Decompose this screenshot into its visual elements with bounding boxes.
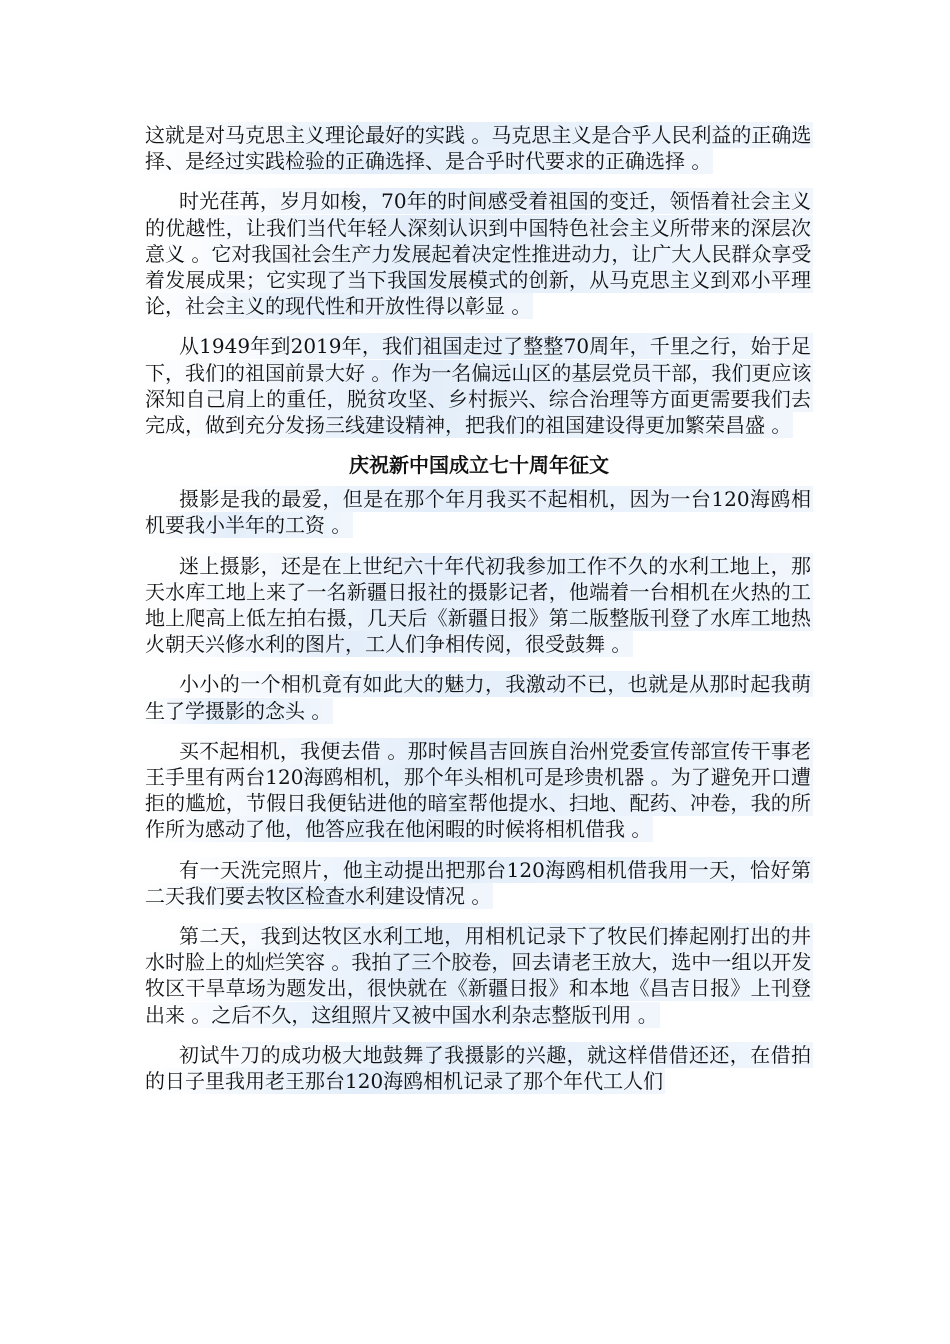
paragraph-7	[145, 738, 813, 843]
paragraph-10	[145, 1042, 813, 1094]
essay-title: 庆祝新中国成立七十周年征文	[349, 453, 609, 478]
paragraph-3	[145, 333, 813, 438]
paragraph-1	[145, 122, 813, 174]
document-page	[145, 122, 813, 1108]
paragraph-text: 时光荏苒，岁月如梭，70年的时间感受着祖国的变迁，领悟着社会主义的优越性，让我们当代年轻人深刻认识到中国特色社会主义所带来的深层次意义 。它对我国社会生产力发展起着决定性推进动力，让广大人民群众享受着发展成果；它实现了当下我国发展模式的创新，从马克思主义到邓小平理论，社会主义的现代性和开放性得以彰显 。	[145, 189, 812, 319]
paragraph-text: 第二天，我到达牧区水利工地，用相机记录下了牧民们捧起刚打出的井水时脸上的灿烂笑容 。我拍了三个胶卷，回去请老王放大，选中一组以开发牧区干旱草场为题发出，很快就在《新疆日报》和本地《昌吉日报》上刊登出来 。之后不久，这组照片又被中国水利杂志整版刊用 。	[145, 924, 812, 1027]
paragraph-text: 从1949年到2019年，我们祖国走过了整整70周年，千里之行，始于足下，我们的祖国前景大好 。作为一名偏远山区的基层党员干部，我们更应该深知自己肩上的重任，脱贫攻坚、乡村振兴、综合治理等方面更需要我们去完成，做到充分发扬三线建设精神，把我们的祖国建设得更加繁荣昌盛 。	[145, 334, 812, 438]
paragraph-9	[145, 923, 813, 1028]
paragraph-text: 摄影是我的最爱，但是在那个年月我买不起相机，因为一台120海鸥相机要我小半年的工资 。	[145, 487, 811, 538]
paragraph-2	[145, 188, 813, 319]
paragraph-text: 迷上摄影，还是在上世纪六十年代初我参加工作不久的水利工地上，那天水库工地上来了一名新疆日报社的摄影记者，他端着一台相机在火热的工地上爬高上低左拍右摄，几天后《新疆日报》第二版整版刊登了水库工地热火朝天兴修水利的图片，工人们争相传阅，很受鼓舞 。	[145, 553, 811, 657]
paragraph-text: 这就是对马克思主义理论最好的实践 。马克思主义是合乎人民利益的正确选择、是经过实践检验的正确选择、是合乎时代要求的正确选择 。	[145, 123, 812, 174]
paragraph-text: 小小的一个相机竟有如此大的魅力，我激动不已，也就是从那时起我萌生了学摄影的念头 。	[145, 672, 811, 723]
paragraph-8	[145, 857, 813, 909]
paragraph-4	[145, 486, 813, 538]
paragraph-6	[145, 671, 813, 723]
paragraph-text: 买不起相机，我便去借 。那时候昌吉回族自治州党委宣传部宣传干事老王手里有两台120海鸥相机，那个年头相机可是珍贵机器 。为了避免开口遭拒的尴尬，节假日我便钻进他的暗室帮他提水、扫地、配药、冲卷，我的所作所为感动了他，他答应我在他闲暇的时候将相机借我 。	[145, 738, 811, 842]
paragraph-text: 有一天洗完照片，他主动提出把那台120海鸥相机借我用一天，恰好第二天我们要去牧区检查水利建设情况 。	[145, 857, 811, 908]
paragraph-text: 初试牛刀的成功极大地鼓舞了我摄影的兴趣，就这样借借还还，在借拍的日子里我用老王那台120海鸥相机记录了那个年代工人们	[145, 1042, 811, 1094]
paragraph-5	[145, 553, 813, 658]
